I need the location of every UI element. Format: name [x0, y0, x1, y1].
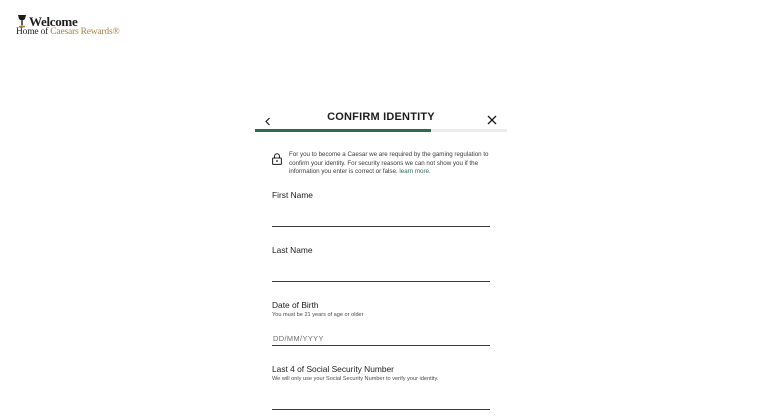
progress-bar-fill: [255, 129, 431, 132]
lock-icon: [272, 153, 282, 165]
ssn-hint: We will only use your Social Security Number to verify your identity.: [272, 376, 439, 382]
confirm-identity-modal: [255, 105, 507, 416]
first-name-input[interactable]: [272, 213, 490, 227]
caesars-rewards-logo[interactable]: [16, 14, 120, 39]
ssn-input[interactable]: [272, 396, 490, 410]
last-name-input[interactable]: [272, 268, 490, 282]
progress-bar: [255, 129, 507, 132]
dob-label: Date of Birth: [272, 300, 319, 310]
close-icon: [487, 115, 497, 125]
close-button[interactable]: [487, 113, 497, 123]
logo-welcome-text: Welcome: [29, 14, 78, 29]
first-name-label: First Name: [272, 190, 313, 200]
logo-home-of: Home of: [16, 27, 49, 37]
ssn-label: Last 4 of Social Security Number: [272, 364, 394, 374]
learn-more-link[interactable]: learn more.: [399, 168, 431, 176]
notice-text-block: [289, 151, 494, 177]
last-name-label: Last Name: [272, 245, 313, 255]
dob-hint: You must be 21 years of age or older: [272, 312, 364, 318]
logo-brand-name: Caesars Rewards®: [50, 27, 120, 37]
notice-text: For you to become a Caesar we are required by the gaming regulation to confirm your identity. For security reasons we can not show you if the information you enter is correct or false.: [289, 151, 489, 176]
modal-title: CONFIRM IDENTITY: [327, 111, 435, 123]
dob-input[interactable]: [272, 332, 490, 346]
logo-tagline: [16, 27, 119, 37]
